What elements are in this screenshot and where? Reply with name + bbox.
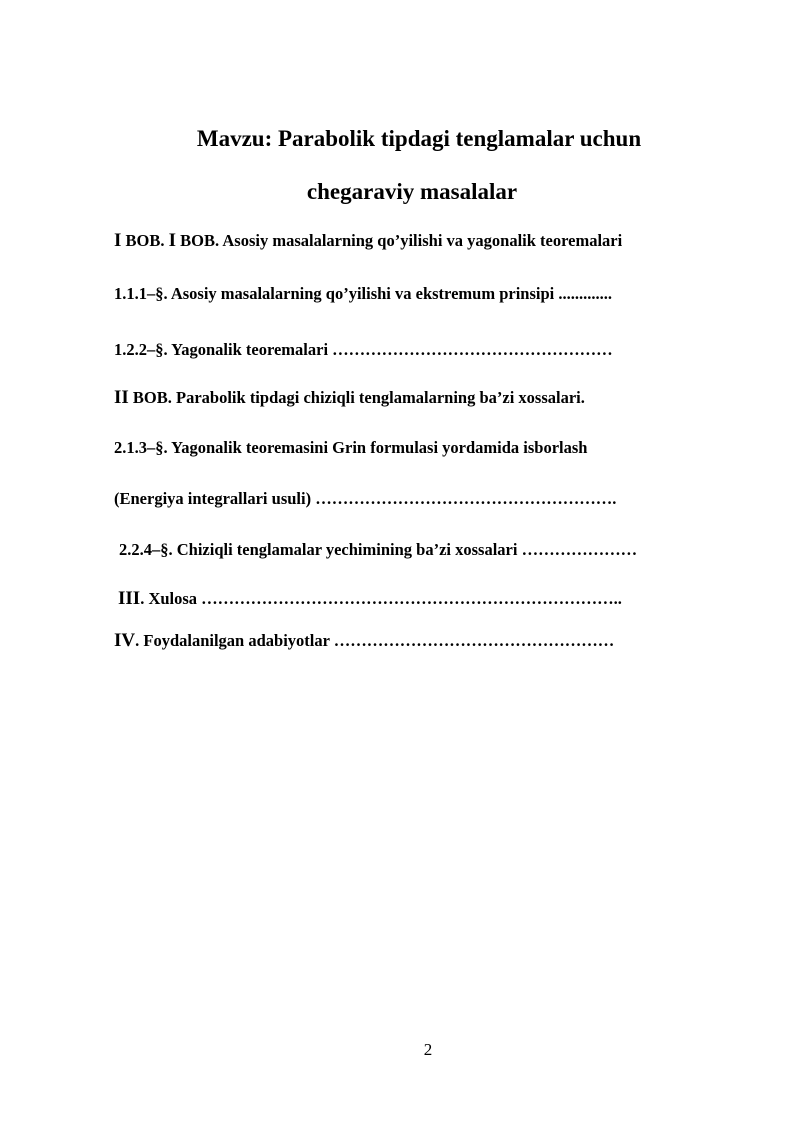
toc-section-1-1-1: 1.1.1‒§. Asosiy masalalarning qo’yilishi va ekstremum prinsipi .............: [114, 284, 612, 303]
toc-section-2-1-3-continued: (Energiya integrallari usuli) ……………………………………………….: [114, 489, 617, 508]
toc-chapter-1-label: BOB.: [121, 231, 169, 250]
document-title-line2: chegaraviy masalalar: [306, 179, 518, 204]
toc-chapter-2: [114, 387, 585, 409]
toc-chapter-3-text: . Xulosa …………………………………………………………………..: [140, 589, 622, 608]
toc-chapter-2-text: BOB. Parabolik tipdagi chiziqli tenglamalarning ba’zi xossalari.: [128, 388, 585, 407]
toc-section-1-2-2: 1.2.2‒§. Yagonalik teoremalari ……………………………………………: [114, 340, 613, 359]
page-number: 2: [423, 1040, 433, 1059]
roman-numeral: III: [118, 588, 141, 609]
toc-chapter-1-text: BOB. Asosiy masalalarning qo’yilishi va yagonalik teoremalari: [176, 231, 623, 250]
toc-chapter-4: [114, 630, 614, 652]
roman-numeral: I: [168, 230, 177, 251]
toc-section-2-2-4: 2.2.4‒§. Chiziqli tenglamalar yechimining ba’zi xossalari …………………: [119, 540, 638, 559]
roman-numeral: II: [114, 387, 129, 408]
toc-chapter-1: [114, 230, 622, 252]
toc-chapter-3: [118, 588, 622, 610]
toc-section-2-1-3: 2.1.3‒§. Yagonalik teoremasini Grin formulasi yordamida isborlash: [114, 438, 588, 457]
toc-chapter-4-text: . Foydalanilgan adabiyotlar ……………………………………………: [135, 631, 615, 650]
roman-numeral: IV: [114, 630, 136, 651]
roman-numeral: I: [114, 230, 122, 251]
document-title-line1: Mavzu: Parabolik tipdagi tenglamalar uchun: [196, 126, 642, 151]
